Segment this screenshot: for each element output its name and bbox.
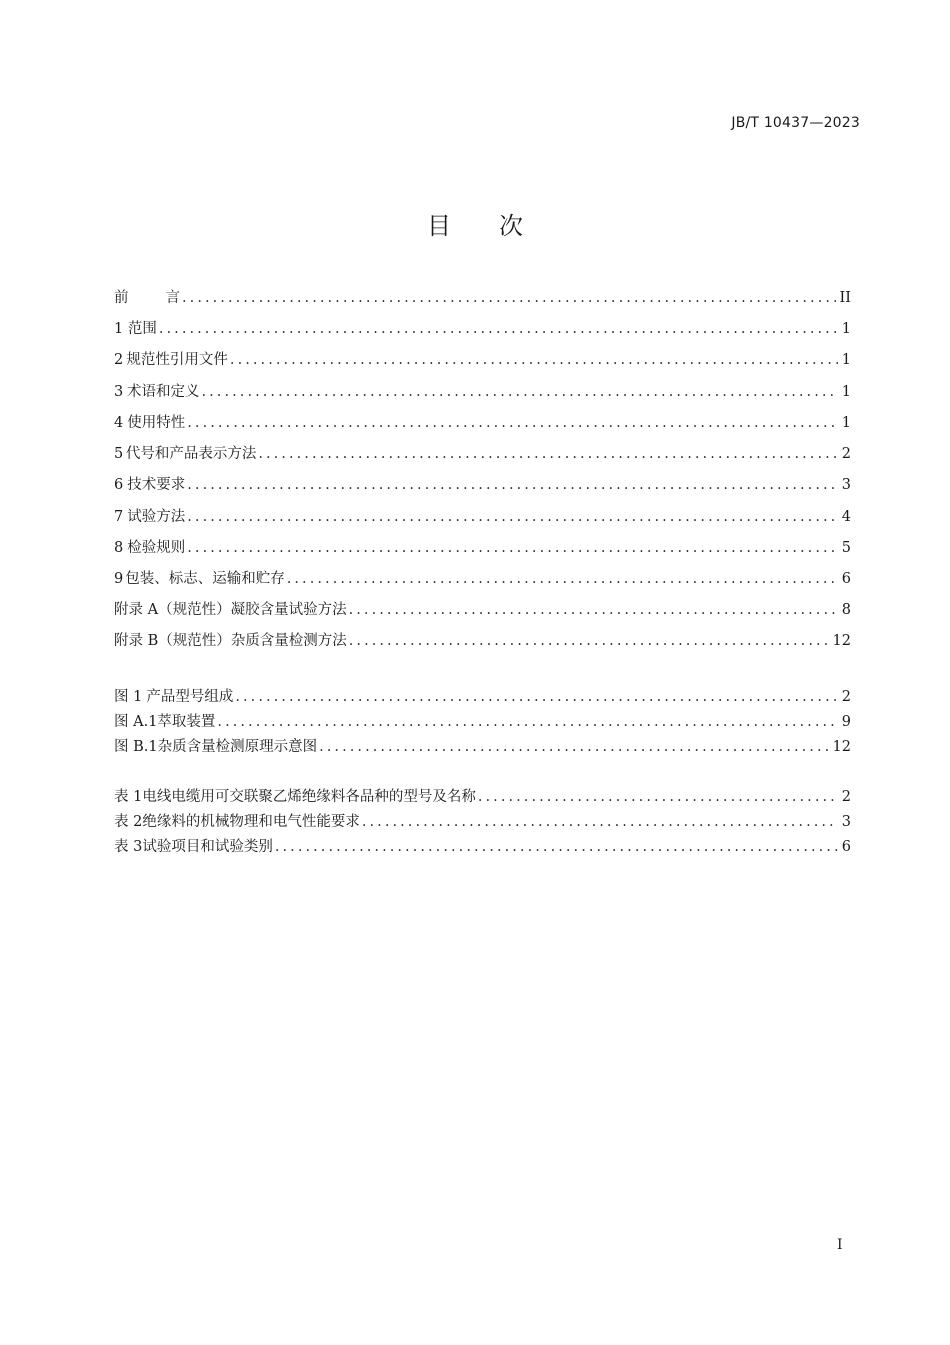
toc-page: 1 [841,384,851,400]
table-tag: 表 3 [114,839,143,855]
leader-dots [478,786,838,808]
toc-entry-annex[interactable] [114,599,851,621]
toc-page: 12 [832,739,851,755]
clause-number: 3 [114,384,124,400]
annex-kind: （规范性） [158,633,231,649]
leader-dots [235,686,837,708]
leader-dots [201,381,837,403]
toc-page: 1 [841,415,851,431]
clause-number: 5 [114,446,124,462]
figure-tag: 图 B.1 [114,739,158,755]
toc-label: 检验规则 [127,540,186,556]
toc-label: 杂质含量检测原理示意图 [157,739,318,755]
toc-page: 2 [841,689,851,705]
leader-dots [349,599,838,621]
annex-tag: 附录 B [114,633,159,649]
toc-entry-table[interactable] [114,811,851,833]
table-tag: 表 2 [114,814,143,830]
clause-number: 6 [114,477,124,493]
toc-label: 试验方法 [127,509,186,525]
clause-number: 8 [114,540,124,556]
toc-entry-clause[interactable] [114,443,851,465]
leader-dots [187,412,838,434]
toc-entry-clause[interactable] [114,568,851,590]
annex-kind: （规范性） [158,602,231,618]
toc-entry-figure[interactable] [114,711,851,733]
toc-label: 绝缘料的机械物理和电气性能要求 [142,814,360,830]
toc-entry-figure[interactable] [114,736,851,758]
toc-page: 4 [841,509,851,525]
toc-page: 12 [832,633,851,649]
toc-page: 3 [841,814,851,830]
leader-dots [362,811,838,833]
toc-entry-clause[interactable] [114,381,851,403]
toc-entry-clause[interactable] [114,349,851,371]
leader-dots [275,836,838,858]
toc-entry-clause[interactable] [114,537,851,559]
toc-page: 6 [841,839,851,855]
leader-dots [319,736,828,758]
leader-dots [287,568,838,590]
toc-page: 8 [841,602,851,618]
toc-label: 杂质含量检测方法 [230,633,347,649]
toc-page: 5 [841,540,851,556]
toc-entry-clause[interactable] [114,474,851,496]
clause-number: 9 [114,571,124,587]
toc-page: 1 [841,321,851,337]
toc-page: II [839,290,851,306]
toc-label: 产品型号组成 [146,689,234,705]
toc-entry-figure[interactable] [114,686,851,708]
leader-dots [217,711,837,733]
figure-tag: 图 A.1 [114,714,158,730]
toc-label: 技术要求 [127,477,186,493]
toc-page: 6 [841,571,851,587]
toc-entry-clause[interactable] [114,412,851,434]
toc-label: 凝胶含量试验方法 [230,602,347,618]
title-char-2: 次 [499,212,523,240]
table-tag: 表 1 [114,789,143,805]
leader-dots [187,474,838,496]
toc-label: 试验项目和试验类别 [142,839,273,855]
toc-label: 使用特性 [127,415,186,431]
figure-tag: 图 1 [114,689,143,705]
toc-entry-table[interactable] [114,836,851,858]
toc-label: 范围 [127,321,157,337]
leader-dots [182,287,836,309]
toc-entry-preface[interactable] [114,287,851,309]
toc-label: 代号和产品表示方法 [125,446,257,462]
toc-page: 9 [841,714,851,730]
toc-page: 2 [841,789,851,805]
leader-dots [349,630,829,652]
toc-entry-table[interactable] [114,786,851,808]
toc-page: 2 [841,446,851,462]
page-title [0,206,950,241]
toc-label: 术语和定义 [126,384,200,400]
annex-tag: 附录 A [114,602,159,618]
leader-dots [258,443,837,465]
toc-entry-annex[interactable] [114,630,851,652]
leader-dots [187,506,838,528]
toc-entry-clause[interactable] [114,318,851,340]
leader-dots [159,318,838,340]
toc-label: 电线电缆用可交联聚乙烯绝缘料各品种的型号及名称 [142,789,476,805]
clause-number: 7 [114,509,124,525]
toc-label: 规范性引用文件 [126,352,228,368]
title-char-1: 目 [427,212,451,240]
toc-page: 1 [841,352,851,368]
clause-number: 4 [114,415,124,431]
page-number: I [837,1237,843,1253]
clause-number: 1 [114,321,124,337]
standard-code: JB/T 10437—2023 [731,115,860,131]
leader-dots [187,537,838,559]
toc-label: 包装、标志、运输和贮存 [125,571,285,587]
toc-page: 3 [841,477,851,493]
toc-label: 前 言 [114,290,180,306]
clause-number: 2 [114,352,124,368]
leader-dots [230,349,838,371]
toc-entry-clause[interactable] [114,506,851,528]
toc-label: 萃取装置 [157,714,216,730]
